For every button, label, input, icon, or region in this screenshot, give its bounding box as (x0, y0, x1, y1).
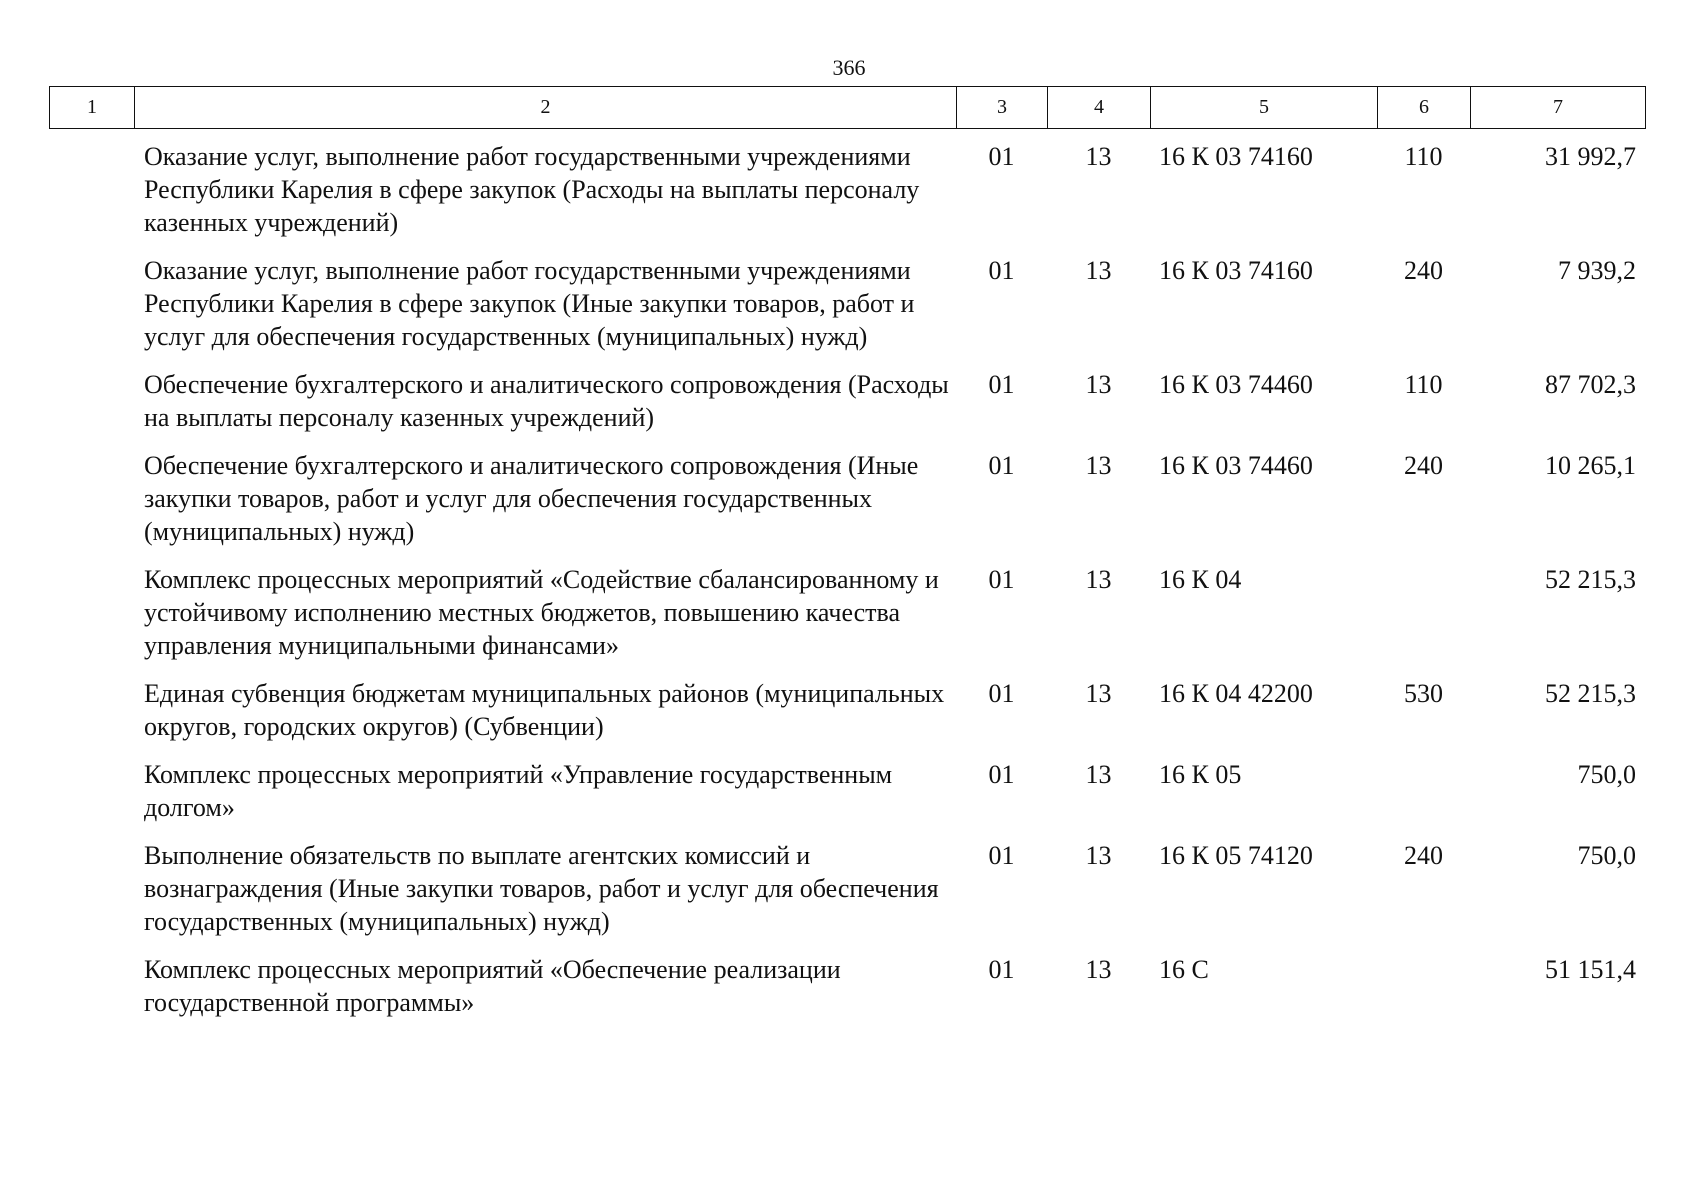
header-col-7: 7 (1471, 87, 1646, 129)
table-row (49, 140, 1645, 254)
table-row (49, 563, 1645, 677)
row-description: Обеспечение бухгалтерского и аналитического сопровождения (Расходы на выплаты персоналу казенных учреждений) (144, 370, 949, 432)
header-col-3: 3 (957, 87, 1048, 129)
row-description: Оказание услуг, выполнение работ государственными учреждениями Республики Карелия в сфере закупок (Иные закупки товаров, работ и услуг для обеспечения государственных (муниципальных) нужд) (144, 256, 915, 351)
row-amount: 750,0 (1577, 841, 1636, 870)
row-section: 01 (988, 565, 1015, 594)
row-expense-type: 240 (1404, 451, 1443, 480)
row-expense-type: 110 (1404, 370, 1443, 399)
header-col-1: 1 (50, 87, 135, 129)
row-target-code: 16 К 03 74160 (1159, 256, 1313, 285)
header-col-6: 6 (1378, 87, 1471, 129)
row-amount: 51 151,4 (1545, 955, 1636, 984)
row-expense-type: 530 (1404, 679, 1443, 708)
table-row (49, 254, 1645, 368)
row-expense-type (1377, 758, 1470, 839)
row-description: Выполнение обязательств по выплате агентских комиссий и вознаграждения (Иные закупки товаров, работ и услуг для обеспечения государственных (муниципальных) нужд) (144, 841, 939, 936)
row-section: 01 (988, 841, 1015, 870)
row-section: 01 (988, 256, 1015, 285)
row-target-code: 16 К 03 74460 (1159, 451, 1313, 480)
row-expense-type: 110 (1404, 142, 1443, 171)
table-row (49, 449, 1645, 563)
row-target-code: 16 К 05 74120 (1159, 841, 1313, 870)
budget-table (49, 140, 1645, 1034)
table-row (49, 758, 1645, 839)
row-target-code: 16 К 04 (1159, 565, 1242, 594)
table-row (49, 953, 1645, 1034)
row-subsection: 13 (1085, 370, 1112, 399)
row-description: Оказание услуг, выполнение работ государственными учреждениями Республики Карелия в сфере закупок (Расходы на выплаты персоналу казенных учреждений) (144, 142, 920, 237)
table-header (49, 86, 1646, 129)
row-target-code: 16 К 05 (1159, 760, 1242, 789)
row-section: 01 (988, 679, 1015, 708)
row-subsection: 13 (1085, 955, 1112, 984)
row-amount: 750,0 (1577, 760, 1636, 789)
row-description: Комплекс процессных мероприятий «Содействие сбалансированному и устойчивому исполнению местных бюджетов, повышению качества управления муниципальными финансами» (144, 565, 939, 660)
row-section: 01 (988, 955, 1015, 984)
row-subsection: 13 (1085, 142, 1112, 171)
row-target-code: 16 К 03 74160 (1159, 142, 1313, 171)
row-section: 01 (988, 142, 1015, 171)
row-amount: 52 215,3 (1545, 565, 1636, 594)
row-subsection: 13 (1085, 451, 1112, 480)
header-col-4: 4 (1048, 87, 1151, 129)
row-description: Обеспечение бухгалтерского и аналитического сопровождения (Иные закупки товаров, работ и услуг для обеспечения государственных (муниципальных) нужд) (144, 451, 919, 546)
row-amount: 52 215,3 (1545, 679, 1636, 708)
row-amount: 10 265,1 (1545, 451, 1636, 480)
row-expense-type: 240 (1404, 841, 1443, 870)
header-col-5: 5 (1151, 87, 1378, 129)
row-target-code: 16 К 03 74460 (1159, 370, 1313, 399)
row-expense-type (1377, 953, 1470, 1034)
row-section: 01 (988, 760, 1015, 789)
row-subsection: 13 (1085, 679, 1112, 708)
row-subsection: 13 (1085, 841, 1112, 870)
row-description: Единая субвенция бюджетам муниципальных районов (муниципальных округов, городских округов) (Субвенции) (144, 679, 945, 741)
row-section: 01 (988, 451, 1015, 480)
table-row (49, 368, 1645, 449)
row-expense-type (1377, 563, 1470, 677)
row-subsection: 13 (1085, 256, 1112, 285)
table-row (49, 839, 1645, 953)
table-row (49, 677, 1645, 758)
row-amount: 7 939,2 (1558, 256, 1636, 285)
row-description: Комплекс процессных мероприятий «Обеспечение реализации государственной программы» (144, 955, 841, 1017)
header-col-2: 2 (135, 87, 957, 129)
row-target-code: 16 С (1159, 955, 1209, 984)
page-number: 366 (832, 55, 866, 80)
row-amount: 31 992,7 (1545, 142, 1636, 171)
row-section: 01 (988, 370, 1015, 399)
row-description: Комплекс процессных мероприятий «Управление государственным долгом» (144, 760, 893, 822)
row-subsection: 13 (1085, 760, 1112, 789)
row-target-code: 16 К 04 42200 (1159, 679, 1313, 708)
row-subsection: 13 (1085, 565, 1112, 594)
row-expense-type: 240 (1404, 256, 1443, 285)
row-amount: 87 702,3 (1545, 370, 1636, 399)
